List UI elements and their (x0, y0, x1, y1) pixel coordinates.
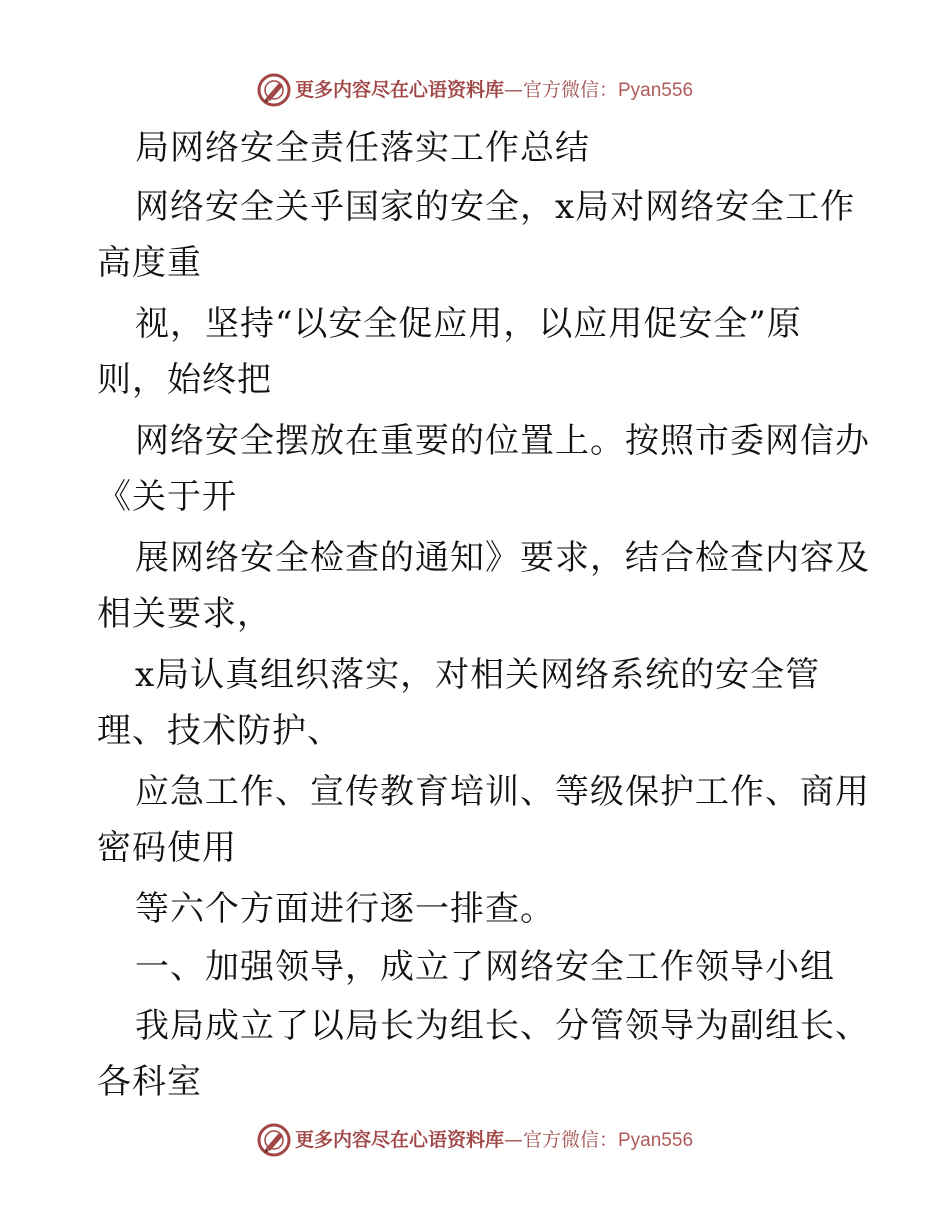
footer-text (294, 1128, 694, 1151)
section-heading: 一、加强领导，成立了网络安全工作领导小组 (135, 947, 835, 987)
paragraph-line: 则，始终把 (97, 360, 272, 400)
paragraph-line: 视，坚持“以安全促应用，以应用促安全”原 (135, 304, 802, 344)
footer-separator: — (503, 1128, 523, 1151)
header-wechat-id: Pyan556 (618, 79, 694, 101)
pen-logo-icon (257, 1123, 291, 1157)
header-label: 官方微信： (522, 78, 618, 101)
footer-banner (0, 1120, 950, 1160)
paragraph-line: 相关要求， (97, 594, 272, 634)
header-separator: — (503, 78, 523, 101)
paragraph-line: 展网络安全检查的通知》要求，结合检查内容及 (135, 538, 870, 578)
footer-label: 官方微信： (522, 1128, 618, 1151)
paragraph-line: 网络安全关乎国家的安全，x局对网络安全工作 (135, 187, 856, 227)
footer-wechat-id: Pyan556 (618, 1129, 694, 1151)
paragraph-line: 应急工作、宣传教育培训、等级保护工作、商用 (135, 772, 870, 812)
document-title: 局网络安全责任落实工作总结 (135, 128, 590, 168)
paragraph-line: 各科室 (97, 1062, 202, 1102)
paragraph-line: 高度重 (97, 243, 202, 283)
paragraph-line: 我局成立了以局长为组长、分管领导为副组长、 (135, 1006, 870, 1046)
paragraph-line: 等六个方面进行逐一排查。 (135, 889, 555, 929)
paragraph-line: 密码使用 (97, 828, 237, 868)
paragraph-line: x局认真组织落实，对相关网络系统的安全管 (135, 655, 821, 695)
paragraph-line: 网络安全摆放在重要的位置上。按照市委网信办 (135, 421, 870, 461)
paragraph-line: 理、技术防护、 (97, 711, 342, 751)
header-brand: 更多内容尽在心语资料库 (294, 78, 504, 101)
footer-brand: 更多内容尽在心语资料库 (294, 1128, 504, 1151)
paragraph-line: 《关于开 (97, 477, 237, 517)
